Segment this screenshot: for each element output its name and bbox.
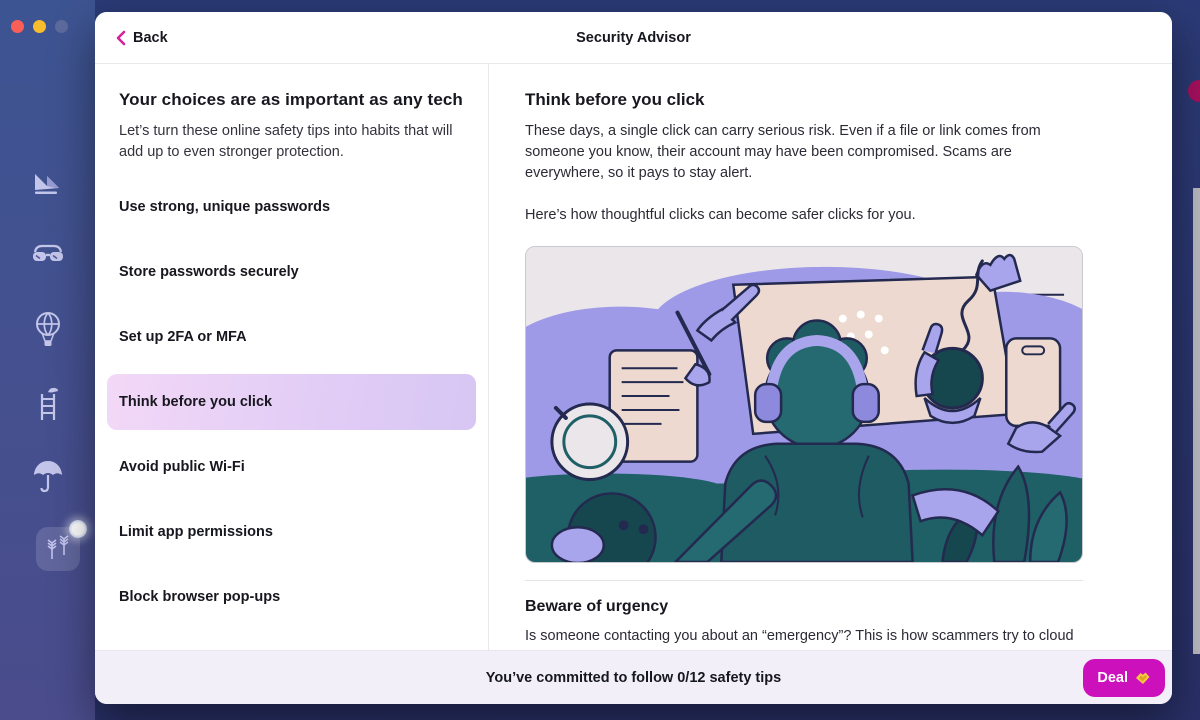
tip-detail-intro-2: Here’s how thoughtful clicks can become safer clicks for you. — [525, 207, 916, 223]
tips-panel-subheading: Let’s turn these online safety tips into habits that will add up to even stronger protection. — [119, 123, 453, 160]
tip-item-use-strong-passwords[interactable]: Use strong, unique passwords — [119, 199, 331, 215]
sidebar-item-ferns-active[interactable] — [36, 527, 80, 571]
back-button[interactable] — [115, 30, 168, 46]
titlebar — [95, 12, 1172, 64]
background-window-edge — [1193, 188, 1200, 654]
sidebar-item-umbrella[interactable] — [0, 458, 95, 494]
section-divider — [525, 580, 1083, 581]
tip-detail-intro: These days, a single click can carry serious risk. Even if a file or link comes from someone you know, their account may have been compromised. Scams are everywhere, so it pays to stay alert. — [525, 123, 1041, 181]
tip-item-limit-permissions[interactable]: Limit app permissions — [119, 524, 273, 540]
umbrella-icon — [31, 458, 65, 494]
sidebar-item-paper-plane[interactable] — [0, 168, 95, 198]
window-controls — [11, 20, 68, 33]
handshake-icon — [1134, 671, 1151, 686]
ferns-icon — [43, 533, 73, 566]
security-advisor-window — [95, 12, 1172, 704]
tip-item-store-passwords[interactable]: Store passwords securely — [119, 264, 299, 280]
tips-list — [107, 179, 476, 625]
commitment-bar — [95, 650, 1172, 704]
tip-item-avoid-public-wifi[interactable]: Avoid public Wi-Fi — [119, 459, 245, 475]
tips-panel-heading: Your choices are as important as any tech — [119, 90, 463, 109]
tip-illustration — [525, 246, 1083, 563]
deal-button[interactable] — [1083, 659, 1165, 697]
paper-plane-icon — [31, 168, 65, 198]
notification-badge — [69, 520, 87, 538]
tips-panel — [95, 64, 489, 650]
commitment-status: You’ve committed to follow 0/12 safety tips — [485, 669, 782, 686]
zoom-window-button[interactable] — [55, 20, 68, 33]
tip-item-think-before-click[interactable]: Think before you click — [107, 374, 476, 430]
minimize-window-button[interactable] — [33, 20, 46, 33]
safety-goggles-icon — [30, 242, 66, 268]
section-text: Is someone contacting you about an “emergency”? This is how scammers try to cloud — [525, 628, 1074, 644]
back-label: Back — [133, 29, 168, 46]
chevron-left-icon — [115, 30, 126, 46]
close-window-button[interactable] — [11, 20, 24, 33]
background-window-accent — [1188, 80, 1200, 102]
hot-air-balloon-icon — [33, 312, 63, 348]
page-title: Security Advisor — [576, 29, 691, 46]
content-area — [95, 64, 1172, 650]
tip-detail-heading: Think before you click — [525, 90, 705, 109]
ladder-bird-icon — [35, 386, 61, 422]
tip-detail-panel[interactable] — [489, 64, 1172, 650]
app-nav-rail — [0, 0, 95, 720]
sidebar-item-goggles[interactable] — [0, 242, 95, 268]
deal-button-label: Deal — [1097, 670, 1128, 686]
sidebar-item-ladder[interactable] — [0, 386, 95, 422]
sidebar-item-balloon[interactable] — [0, 312, 95, 348]
section-heading: Beware of urgency — [525, 598, 669, 615]
tip-item-block-popups[interactable]: Block browser pop-ups — [119, 589, 281, 605]
tip-item-2fa[interactable]: Set up 2FA or MFA — [119, 329, 247, 345]
